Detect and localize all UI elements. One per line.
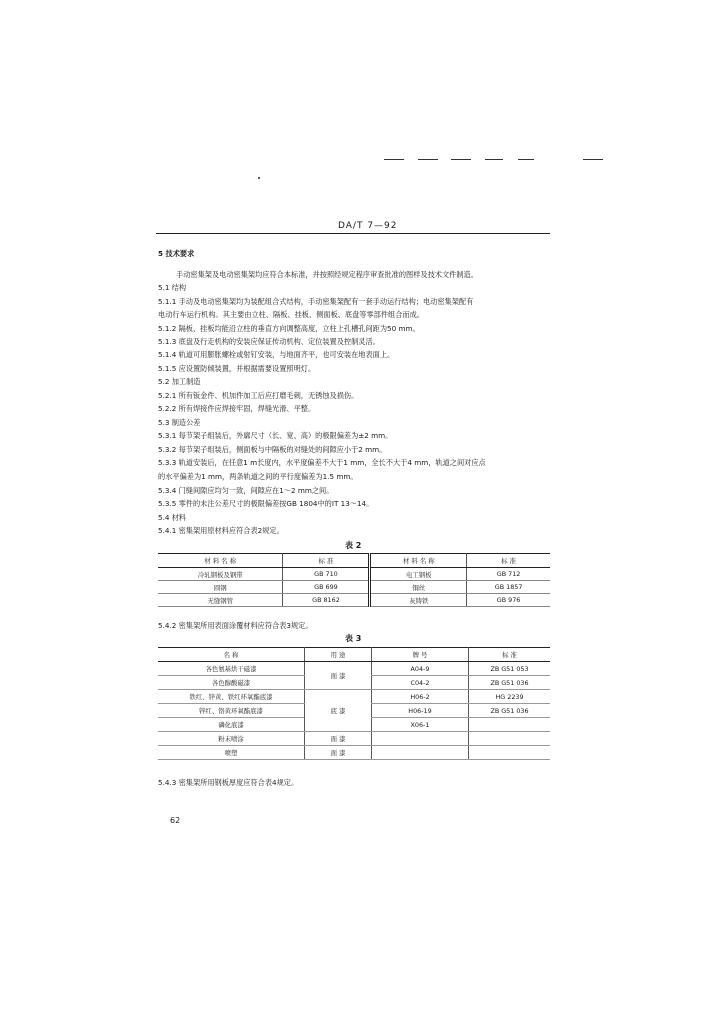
text-line: 5.1.1 手动及电动密集架均为装配组合式结构，手动密集架配有一套手动运行结构；电动密集架配有	[158, 297, 474, 306]
table-cell: 铁红、锌黄、铁红环氧酯底漆	[158, 690, 305, 704]
table-cell: C04-2	[372, 676, 469, 690]
table-row	[158, 690, 550, 704]
scan-mark	[485, 159, 503, 160]
table3-header-row	[158, 648, 550, 662]
table-cell: 灰铸铁	[370, 594, 467, 607]
text-line: 电动行车运行机构。其主要由立柱、隔板、挂板、侧面板、底盘等零部件组合而成。	[158, 310, 424, 319]
table-cell	[469, 718, 551, 732]
table3-header: 名 称	[158, 648, 305, 662]
text-line: 5.4.2 密集架所用表面涂覆材料应符合表3规定。	[158, 621, 313, 630]
table-cell: 电工钢板	[370, 568, 467, 581]
text-line: 5.1.3 底盘及行走机构的安装应保证传动机构、定位装置及控制灵活。	[158, 337, 380, 346]
table-cell: 面 漆	[305, 746, 372, 760]
scan-mark	[418, 159, 438, 160]
table-cell: ZB G51 036	[469, 704, 551, 718]
page-header: DA/T 7—92	[338, 221, 398, 231]
table3	[158, 647, 550, 760]
table-cell: GB 710	[283, 568, 370, 581]
table-cell: HG 2239	[469, 690, 551, 704]
table-cell: 底 漆	[305, 690, 372, 732]
table-cell: 磷化底漆	[158, 718, 305, 732]
table-cell: GB 712	[467, 568, 550, 581]
text-line: 5.2 加工制造	[158, 377, 201, 386]
table-cell: 面 漆	[305, 662, 372, 690]
table3-header: 标 准	[469, 648, 551, 662]
table-cell	[469, 732, 551, 746]
scan-mark	[451, 159, 471, 160]
text-line: 5.3.4 门缝间隙应均匀一致，间隙应在1～2 mm之间。	[158, 486, 334, 495]
table-cell: 锌红、铬黄环氧酯底漆	[158, 704, 305, 718]
table-cell: H06-2	[372, 690, 469, 704]
text-line: 5.1 结构	[158, 283, 187, 292]
table-cell: A04-9	[372, 662, 469, 676]
table-row	[158, 568, 550, 581]
table-cell	[372, 746, 469, 760]
text-line: 5.2.2 所有焊接件应焊接牢固，焊缝光滑、平整。	[158, 404, 316, 413]
table2	[158, 553, 550, 607]
text-line: 手动密集架及电动密集架均应符合本标准，并按照经规定程序审查批准的图样及技术文件制造。	[176, 270, 478, 279]
table-cell: H06-19	[372, 704, 469, 718]
header-rule	[156, 233, 550, 234]
text-line: 5.3.1 每节架子组装后，外廓尺寸（长、宽、高）的极限偏差为±2 mm。	[158, 431, 393, 440]
text-line: 5.4.1 密集架用原材料应符合表2规定。	[158, 526, 284, 535]
scan-mark	[583, 159, 603, 160]
page-number: 62	[170, 816, 181, 825]
text-line: 的水平偏差为1 mm，两条轨道之间的平行度偏差为1.5 mm。	[158, 472, 358, 481]
table2-header: 标 准	[467, 554, 550, 568]
text-line: 5.2.1 所有钣金件、机加件加工后应打磨毛刺，无锈蚀及损伤。	[158, 391, 359, 400]
scan-mark	[384, 159, 404, 160]
table-row	[158, 662, 550, 676]
table-cell: GB 8162	[283, 594, 370, 607]
table-cell: 铜丝	[370, 581, 467, 594]
table2-header: 标 准	[283, 554, 370, 568]
table-cell: 喷塑	[158, 746, 305, 760]
table-cell: 无缝钢管	[158, 594, 283, 607]
text-line: 5.3.2 每节架子组装后，侧面板与中隔板的对缝处的间隙应小于2 mm。	[158, 445, 387, 454]
table2-header-row	[158, 554, 550, 568]
text-line: 5.4.3 密集架所用钢板厚度应符合表4规定。	[158, 778, 299, 787]
scan-mark	[518, 159, 534, 160]
table-row	[158, 594, 550, 607]
table-cell: GB 1857	[467, 581, 550, 594]
text-line: 5.3.5 零件的未注公差尺寸的极限偏差按GB 1804中的IT 13～14。	[158, 499, 374, 508]
text-line: 5 技术要求	[158, 249, 195, 258]
text-line: 5.1.5 应设置防倾装置，并根据需要设置照明灯。	[158, 364, 316, 373]
table-row	[158, 746, 550, 760]
table-cell: GB 976	[467, 594, 550, 607]
table-cell: 圆钢	[158, 581, 283, 594]
scan-dot	[258, 177, 260, 179]
table-cell: 粉末喷涂	[158, 732, 305, 746]
text-line: 5.4 材料	[158, 513, 187, 522]
table-row	[158, 581, 550, 594]
table-cell: X06-1	[372, 718, 469, 732]
table-cell	[372, 732, 469, 746]
text-line: 5.3 制造公差	[158, 418, 201, 427]
table3-caption: 表 3	[345, 634, 362, 643]
text-line: 5.1.4 轨道可用膨胀螺栓或射钉安装，与地面齐平，也可安装在地表面上。	[158, 350, 395, 359]
table3-header: 用 途	[305, 648, 372, 662]
table2-header: 材 料 名 称	[370, 554, 467, 568]
table-cell: 各色氨基烘干磁漆	[158, 662, 305, 676]
table3-header: 牌 号	[372, 648, 469, 662]
table2-caption: 表 2	[345, 541, 362, 550]
table-cell: 面 漆	[305, 732, 372, 746]
text-line: 5.1.2 隔板、挂板均能沿立柱的垂直方向调整高度，立柱上孔槽孔间距为50 mm。	[158, 324, 420, 333]
text-line: 5.3.3 轨道安装后，在任意1 m长度内，水平度偏差不大于1 mm，全长不大于4 mm，轨道之间对应点	[158, 458, 486, 467]
table-cell: 各色醇酸磁漆	[158, 676, 305, 690]
table-cell: ZB G51 053	[469, 662, 551, 676]
table-cell: 冷轧钢板及钢带	[158, 568, 283, 581]
table-cell: ZB G51 036	[469, 676, 551, 690]
table-cell	[469, 746, 551, 760]
table-cell: GB 699	[283, 581, 370, 594]
table2-header: 材 料 名 称	[158, 554, 283, 568]
table-row	[158, 732, 550, 746]
